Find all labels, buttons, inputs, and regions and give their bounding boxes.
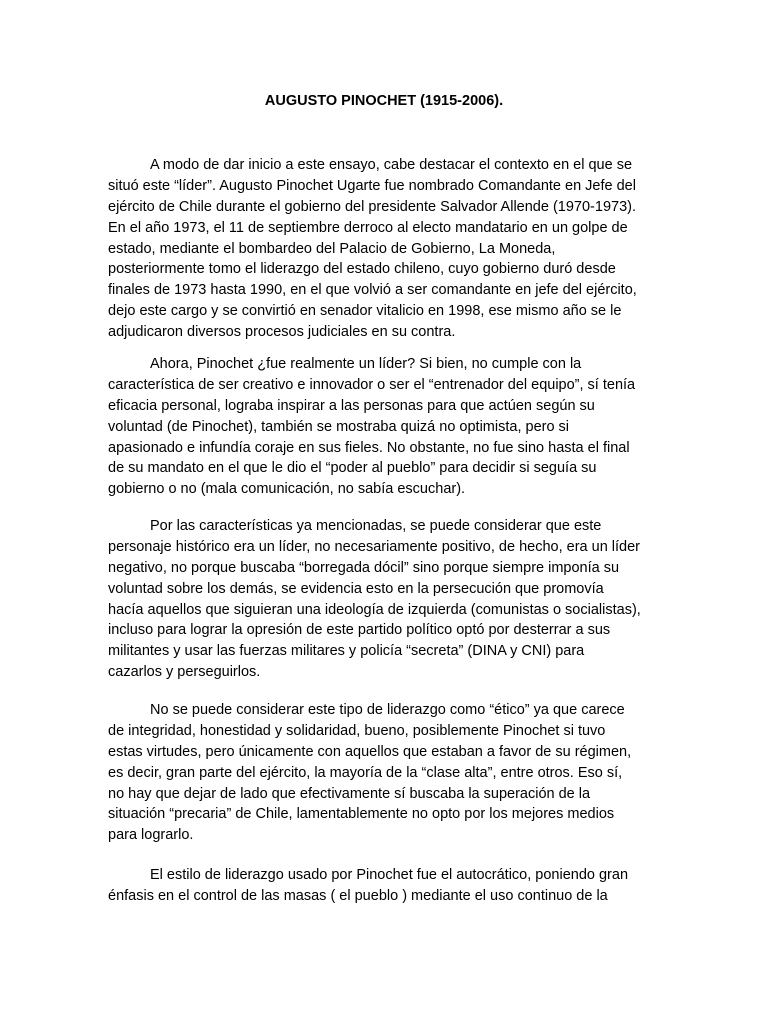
paragraph-line: voluntad (de Pinochet), también se mostraba quizá no optimista, pero si xyxy=(108,418,570,435)
paragraph-line: adjudicaron diversos procesos judiciales en su contra. xyxy=(108,324,456,341)
paragraph-line: de su mandato en el que le dio el “poder al pueblo” para decidir si seguía su xyxy=(108,460,597,477)
paragraph-line: Por las características ya mencionadas, se puede considerar que este xyxy=(150,518,602,534)
paragraph-line: de integridad, honestidad y solidaridad, bueno, posiblemente Pinochet si tuvo xyxy=(108,722,606,739)
paragraph-line: gobierno o no (mala comunicación, no sabía escuchar). xyxy=(108,481,466,498)
paragraph-line: Ahora, Pinochet ¿fue realmente un líder? Si bien, no cumple con la xyxy=(150,356,582,372)
paragraph-line: finales de 1973 hasta 1990, en el que volvió a ser comandante en jefe del ejército, xyxy=(108,282,637,299)
paragraph-line: estas virtudes, pero únicamente con aquellos que estaban a favor de su régimen, xyxy=(108,743,632,760)
paragraph-leadership-question xyxy=(108,354,668,500)
paragraph-line: No se puede considerar este tipo de liderazgo como “ético” ya que carece xyxy=(150,702,625,718)
paragraph-line: incluso para lograr la opresión de este partido político optó por desterrar a sus xyxy=(108,622,611,639)
paragraph-line: cazarlos y perseguirlos. xyxy=(108,664,261,681)
paragraph-line: militantes y usar las fuerzas militares y policía “secreta” (DINA y CNI) para xyxy=(108,643,585,660)
paragraph-line: no hay que dejar de lado que efectivamente sí buscaba la superación de la xyxy=(108,785,591,802)
paragraph-line: apasionado e infundía coraje en sus fieles. No obstante, no fue sino hasta el final xyxy=(108,439,630,456)
paragraph-line: situación “precaria” de Chile, lamentablemente no opto por los mejores medios xyxy=(108,806,615,823)
paragraph-line: A modo de dar inicio a este ensayo, cabe destacar el contexto en el que se xyxy=(150,157,633,173)
paragraph-line: posteriormente tomo el liderazgo del estado chileno, cuyo gobierno duró desde xyxy=(108,261,616,278)
paragraph-line: El estilo de liderazgo usado por Pinochet fue el autocrático, poniendo gran xyxy=(150,867,629,883)
paragraph-line: es decir, gran parte del ejército, la mayoría de la “clase alta”, entre otros. Eso sí, xyxy=(108,764,623,781)
paragraph-context xyxy=(108,155,668,343)
paragraph-line: estado, mediante el bombardeo del Palacio de Gobierno, La Moneda, xyxy=(108,240,556,257)
paragraph-line: énfasis en el control de las masas ( el pueblo ) mediante el uso continuo de la xyxy=(108,887,608,904)
paragraph-line: dejo este cargo y se convirtió en senador vitalicio en 1998, ese mismo año se le xyxy=(108,303,622,320)
paragraph-line: para lograrlo. xyxy=(108,827,194,844)
document-title: AUGUSTO PINOCHET (1915-2006). xyxy=(264,93,504,109)
paragraph-line: hacía aquellos que siguieran una ideología de izquierda (comunistas o socialistas), xyxy=(108,601,641,618)
paragraph-line: situó este “líder”. Augusto Pinochet Ugarte fue nombrado Comandante en Jefe del xyxy=(108,177,636,194)
paragraph-line: En el año 1973, el 11 de septiembre derroco al electo mandatario en un golpe de xyxy=(108,219,628,236)
paragraph-line: voluntad sobre los demás, se evidencia esto en la persecución que promovía xyxy=(108,580,604,597)
paragraph-ethics xyxy=(108,700,668,846)
paragraph-characteristics xyxy=(108,516,668,683)
paragraph-line: negativo, no porque buscaba “borregada dócil” sino porque siempre imponía su xyxy=(108,559,620,576)
paragraph-leadership-style xyxy=(108,865,668,907)
paragraph-line: personaje histórico era un líder, no necesariamente positivo, de hecho, era un líder xyxy=(108,538,640,555)
paragraph-line: eficacia personal, lograba inspirar a las personas para que actúen según su xyxy=(108,397,595,414)
paragraph-line: ejército de Chile durante el gobierno del presidente Salvador Allende (1970-1973). xyxy=(108,198,636,215)
paragraph-line: característica de ser creativo e innovador o ser el “entrenador del equipo”, sí tenía xyxy=(108,376,636,393)
